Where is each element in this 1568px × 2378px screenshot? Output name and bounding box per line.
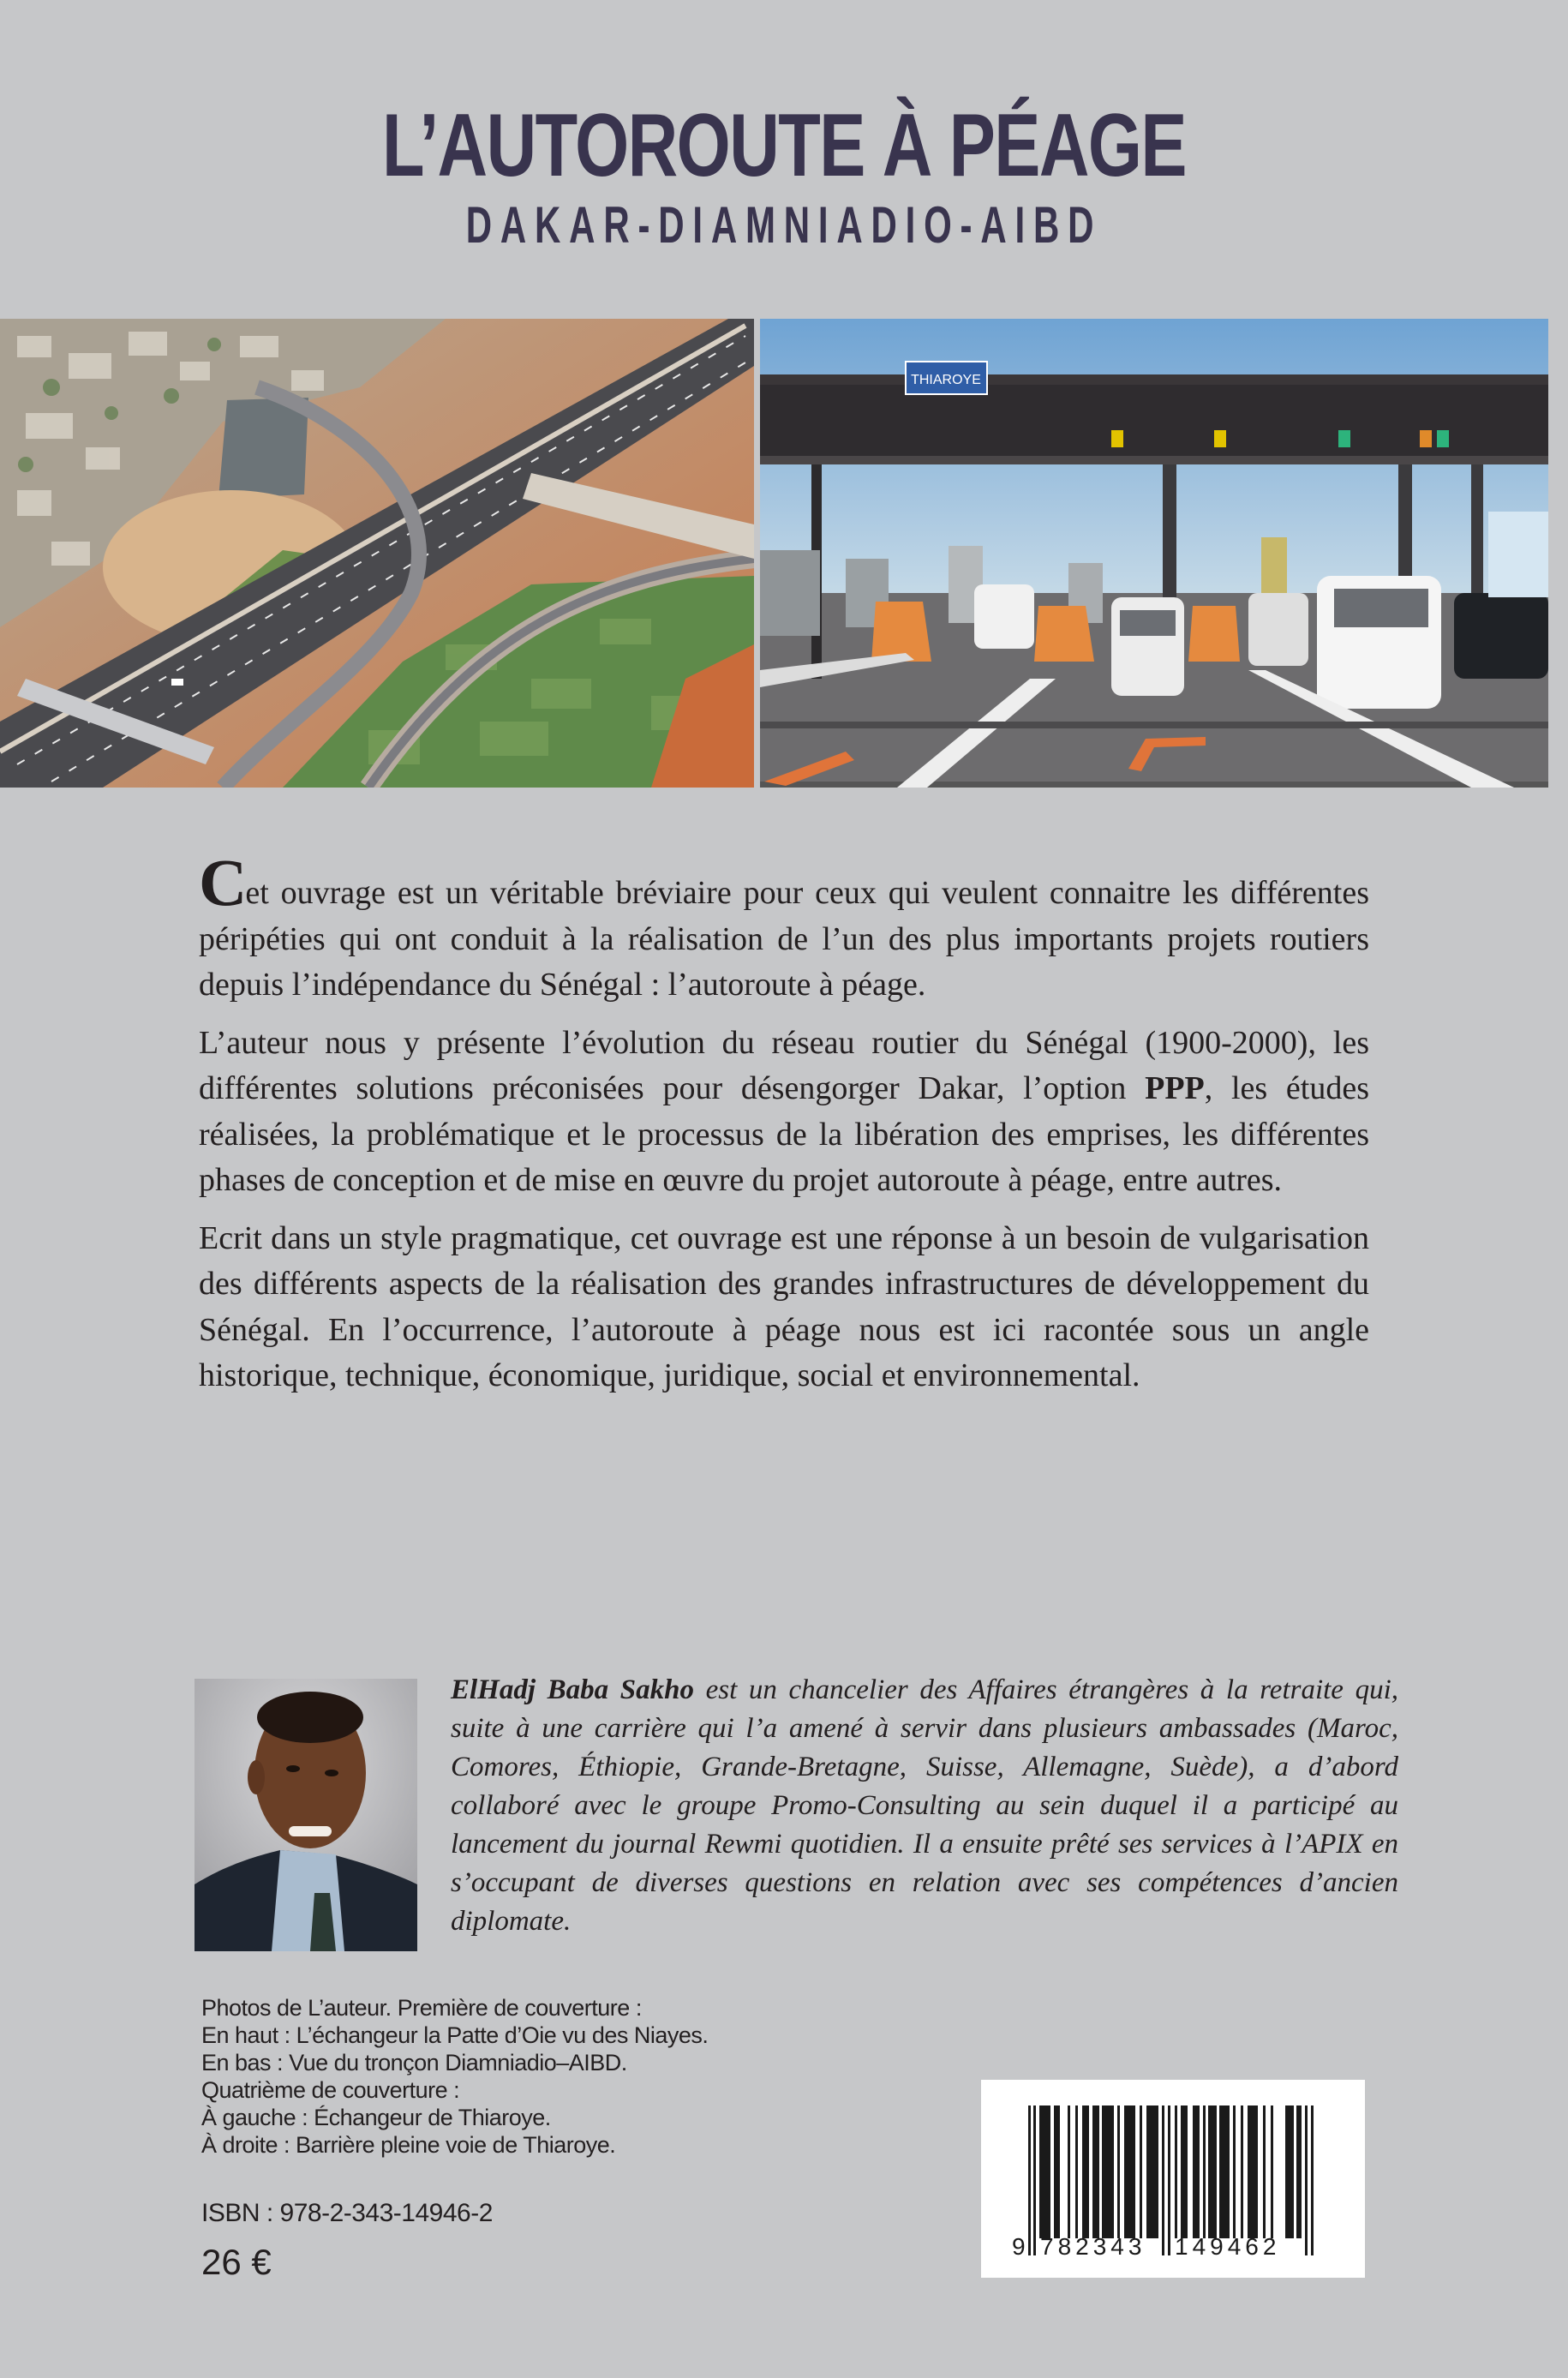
ppp-emphasis: PPP: [1145, 1070, 1205, 1106]
author-photo: [195, 1679, 417, 1951]
author-name: ElHadj Baba Sakho: [451, 1674, 694, 1705]
book-subtitle: DAKAR-DIAMNIADIO-AIBD: [465, 196, 1103, 254]
price: 26 €: [201, 2242, 272, 2282]
credit-line: Quatrième de couverture :: [201, 2077, 460, 2103]
summary-paragraph-1: Cet ouvrage est un véritable bréviaire pour ceux qui veulent connaitre les différentes péripéties qui ont conduit à la réalisation de l’un des plus importants projets routiers depuis l’indépendance du Sénégal : l’autoroute à péage.: [199, 845, 1369, 1003]
barcode-left-digits: 782343: [1040, 2233, 1146, 2260]
photo-credits: [201, 1994, 853, 2159]
thiaroye-sign: THIAROYE: [911, 373, 981, 387]
credit-line: Photos de L’auteur. Première de couverture :: [201, 1995, 642, 2021]
barcode-right-digits: 149462: [1175, 2233, 1281, 2260]
credit-line: En bas : Vue du tronçon Diamniadio–AIBD.: [201, 2050, 627, 2076]
back-cover-summary: [199, 845, 1369, 1411]
barcode-lead-digit: 9: [1012, 2233, 1026, 2260]
isbn: ISBN : 978-2-343-14946-2: [201, 2199, 493, 2227]
book-title: L’AUTOROUTE À PÉAGE: [382, 96, 1186, 195]
summary-paragraph-3: Ecrit dans un style pragmatique, cet ouvrage est une réponse à un besoin de vulgarisation des différents aspects de la réalisation des grandes infrastructures de développement du Sénégal. En l’occurrence, l’autoroute à péage nous est ici racontée sous un angle historique, technique, économique, juridique, social et environnemental.: [199, 1219, 1369, 1393]
author-bio: [451, 1671, 1398, 1941]
credit-line: À gauche : Échangeur de Thiaroye.: [201, 2105, 551, 2130]
summary-paragraph-2: L’auteur nous y présente l’évolution du réseau routier du Sénégal (1900-2000), les différentes solutions préconisées pour désengorger Dakar, l’option PPP, les études réalisées, la problématique et le processus de la libération des emprises, les différentes phases de conception et de mise en œuvre du projet autoroute à péage, entre autres.: [199, 1024, 1369, 1198]
dropcap: C: [199, 845, 248, 919]
author-bio-text: est un chancelier des Affaires étrangères à la retraite qui, suite à une carrière qui l’a amené à servir dans plusieurs ambassades (Maroc, Comores, Éthiopie, Grande-Bretagne, Suisse, Allemagne, Suède), a d’abord collaboré avec le groupe Promo-Consulting au sein duquel il a participé au lancement du journal Rewmi quotidien. Il a ensuite prêté ses services à l’APIX en s’occupant de diverses questions en relation avec ses compétences d’ancien diplomate.: [451, 1674, 1398, 1937]
aerial-highway-photo: [0, 319, 754, 788]
toll-plaza-photo: [760, 319, 1548, 788]
barcode: [981, 2080, 1365, 2278]
credit-line: À droite : Barrière pleine voie de Thiaroye.: [201, 2132, 616, 2158]
credit-line: En haut : L’échangeur la Patte d’Oie vu des Niayes.: [201, 2022, 709, 2048]
